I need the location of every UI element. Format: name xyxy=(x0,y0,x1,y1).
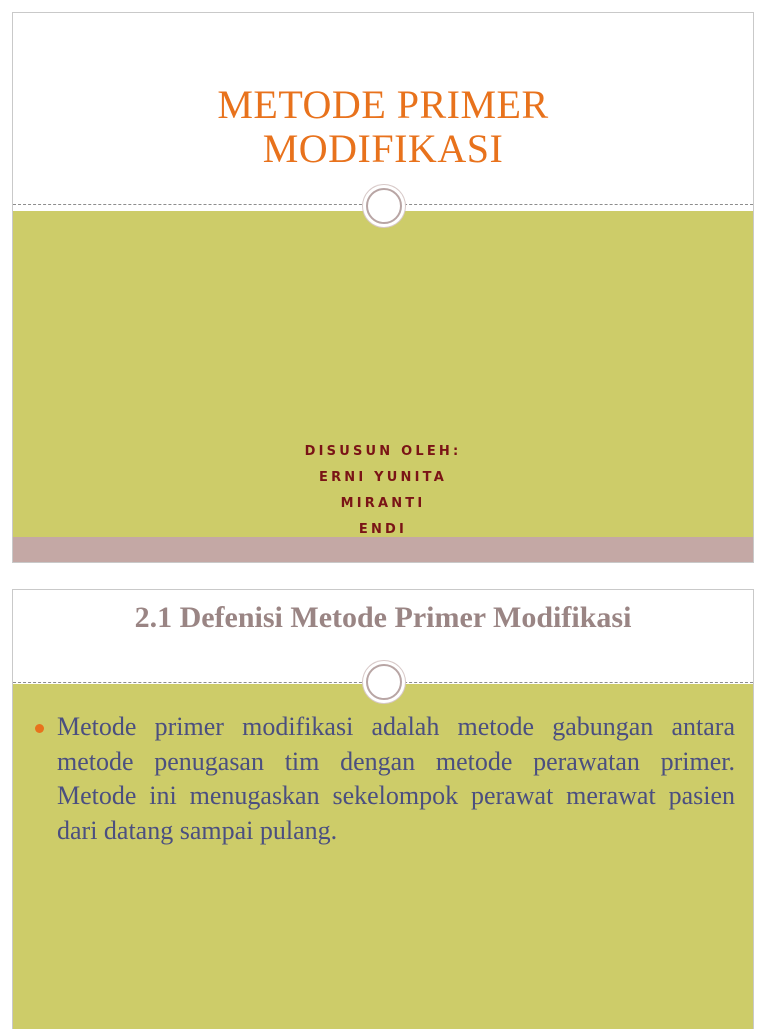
author-line: MIRANTI xyxy=(340,496,426,511)
slide-title xyxy=(13,83,753,171)
author-line: ERNI YUNITA xyxy=(319,470,447,485)
author-line: ENDI xyxy=(358,522,408,537)
bullet-item xyxy=(35,710,735,848)
slide-title-line: METODE PRIMER xyxy=(217,82,549,127)
circle-ring-icon xyxy=(366,664,402,700)
slide-2 xyxy=(12,589,754,1029)
author-line: DISUSUN OLEH: xyxy=(304,444,462,459)
content-panel xyxy=(13,211,753,537)
slide-title-line: MODIFIKASI xyxy=(262,126,504,171)
slide-1 xyxy=(12,12,754,563)
title-area xyxy=(13,13,753,209)
footer-band xyxy=(13,537,753,563)
author-list xyxy=(13,439,753,543)
bullet-dot-icon xyxy=(35,724,44,733)
circle-ring-icon xyxy=(366,188,402,224)
bullet-text: Metode primer modifikasi adalah metode gabungan antara metode penugasan tim dengan metode perawatan primer. Metode ini menugaskan sekelompok perawat merawat pasien dari datang sampai pulang. xyxy=(57,712,735,845)
slide-heading: 2.1 Defenisi Metode Primer Modifikasi xyxy=(134,601,632,634)
